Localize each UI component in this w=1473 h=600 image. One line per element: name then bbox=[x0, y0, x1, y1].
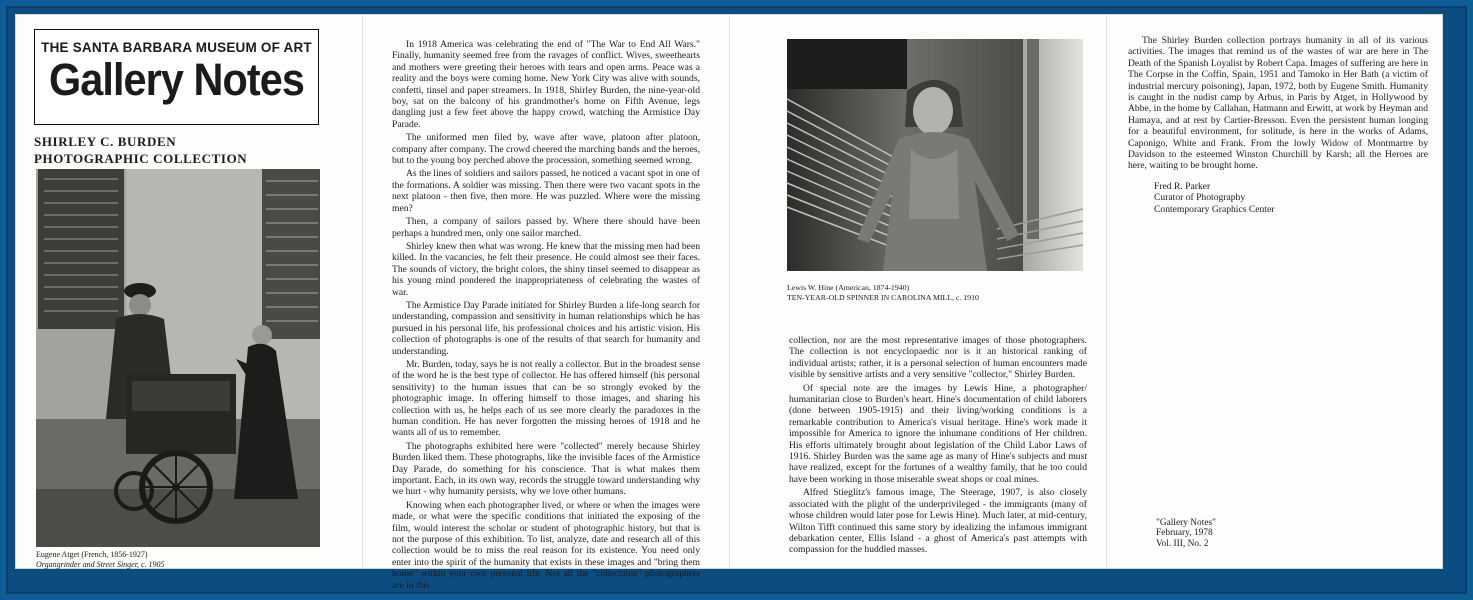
essay-paragraph: The Armistice Day Parade initiated for Shirley Burden a life-long search for understanding, compassion and sensitivity in human relationships which he has pursued in his personal life, his professional choices and his artistic vision. His collection of photographs is one of the results of that search for humanity and understanding. bbox=[392, 299, 700, 357]
atget-photograph bbox=[36, 169, 320, 547]
fold-line bbox=[362, 15, 363, 568]
collection-heading-line: SHIRLEY C. BURDEN bbox=[34, 134, 177, 149]
hine-caption bbox=[787, 283, 979, 302]
closing-text bbox=[1128, 35, 1428, 174]
cover-panel bbox=[16, 15, 362, 568]
caption-photographer: Eugene Atget (French, 1856-1927) bbox=[36, 550, 148, 559]
essay-paragraph: Alfred Stieglitz's famous image, The Steerage, 1907, is also closely associated with the plight of the underprivileged - the immigrants (many of whose children would later pose for Lewis Hine). Much later, at mid-century, Wilton Tifft continued this same story by idealizing the infamous immigrant debarkation center, Ellis Island - a ghost of America's past attempts with compassion for the huddled masses. bbox=[789, 487, 1087, 556]
museum-name: THE SANTA BARBARA MUSEUM OF ART bbox=[41, 40, 312, 55]
essay-paragraph: Knowing when each photographer lived, or where or when the images were made, or what were the specific conditions that initiated the exposing of the film, would interest the scholar or student of photographic history, but that is not the purpose of this exhibition. To list, analyze, date and research all of this collection would be to miss the real reason for its existence. You need only enter into the spirit of the humanity that exists in these images and "bring them home" within your own personal life. Not all the "collectable" photographers are in this bbox=[392, 499, 700, 591]
essay-panel bbox=[392, 39, 700, 591]
essay-continued bbox=[789, 335, 1087, 558]
publication-title: Gallery Notes bbox=[49, 54, 304, 105]
caption-photographer: Lewis W. Hine (American, 1874-1940) bbox=[787, 283, 910, 292]
essay-paragraph: collection, nor are the most representative images of those photographers. The collection is not encyclopaedic nor is it an historical ranking of individual artists; rather, it is a personal selection of human encounters made visible by sensitive artists and a very sensitive "collector," Shirley Burden. bbox=[789, 335, 1087, 381]
hine-photograph bbox=[787, 39, 1083, 271]
closing-panel bbox=[1106, 15, 1442, 568]
masthead-box bbox=[34, 29, 319, 125]
essay-paragraph: In 1918 America was celebrating the end of "The War to End All Wars." Finally, humanity seemed free from the ravages of conflict. Wives, sweethearts and mothers were greeting their heroes with tears and open arms. Peace was a reality and the boys were coming home. New York City was alive with sounds, confetti, tinsel and paper streamers. In 1918, Shirley Burden, the nine-year-old boy, sat on the balcony of his grandmother's home on Fifth Avenue, legs dangling just a few feet above the happy crowd, watching the Armistice Day Parade. bbox=[392, 39, 700, 130]
issue-info bbox=[1156, 518, 1356, 549]
signature-org: Contemporary Graphics Center bbox=[1154, 203, 1275, 215]
issue-volume: Vol. III, No. 2 bbox=[1156, 538, 1209, 549]
essay-paragraph: Of special note are the images by Lewis Hine, a photographer/ humanitarian close to Burden's heart. Hine's documentation of child laborers (done between 1905-1915) and their living/working conditions is a remarkable contribution to America's visual heritage. Hine's work made it impossible for America to ignore the inhumane conditions of Her children. His efforts ultimately brought about legislation of the Child Labor Laws of 1916. Shirley Burden was the same age as many of Hine's subjects and must have realized, except for the fortunes of a wealthy family, that he too could have been working in those miserable sweat shops or coal mines. bbox=[789, 382, 1087, 485]
essay-paragraph: Then, a company of sailors passed by. Where there should have been perhaps a hundred men, only one sailor marched. bbox=[392, 216, 700, 239]
collection-heading-line: PHOTOGRAPHIC COLLECTION bbox=[34, 151, 248, 166]
signature-role: Curator of Photography bbox=[1154, 192, 1246, 204]
essay-paragraph: Shirley knew then what was wrong. He knew that the missing men had been killed. In the vacancies, he felt their presence. He could almost see their faces. The sounds of victory, the bright colors, the shiny tinsel seemed to disappear as his young mind pondered the inappropriateness of celebrating the wastes of war. bbox=[392, 240, 700, 298]
closing-paragraph: The Shirley Burden collection portrays humanity in all of its various activities. The images that remind us of the wastes of war are here in The Death of the Spanish Loyalist by Robert Capa. Images of suffering are here in The Corpse in the Coffin, Spain, 1951 and Tamoko in Her Bath (a victim of industrial mercury poisoning), Japan, 1972, both by Eugene Smith. Humanity is caught in the nudist camp by Arbus, in Paris by Atget, in Hollywood by Abbe, in the home by Callahan, Hatmann and Erwitt, at work by Heyman and Hamaya, and at rest by Cartier-Bresson. Even the persistent human longing for a beautiful environment, for solitude, is here in the works of Adams, Caponigo, White and Frank. From the lowly Widow of Montmartre by Davidson to the esteemed Winston Churchill by Karsh; all the Heroes are here, waiting to be brought home. bbox=[1128, 35, 1428, 172]
issue-date: February, 1978 bbox=[1156, 528, 1213, 539]
signature-name: Fred R. Parker bbox=[1154, 181, 1211, 192]
essay-paragraph: The photographs exhibited here were "collected" merely because Shirley Burden liked them. These photographs, like the invisible faces of the Armistice Day Parade, do something for his conscience. That is what makes them important. Each, in its own way, records the struggle toward understanding why we hurt - why humanity persists, why we love other humans. bbox=[392, 440, 700, 498]
curator-signature bbox=[1154, 181, 1414, 215]
essay-paragraph: The uniformed men filed by, wave after wave, platoon after platoon, company after company. The crowd cheered the marching bands and the heroes, but to the young boy perched above the procession, something seemed wrong. bbox=[392, 132, 700, 167]
caption-title: TEN-YEAR-OLD SPINNER IN CAROLINA MILL, c. 1910 bbox=[787, 292, 979, 302]
brochure-sheet bbox=[16, 15, 1442, 591]
atget-caption bbox=[36, 550, 165, 569]
caption-title: Organgrinder and Street Singer, c. 1905 bbox=[36, 559, 165, 569]
issue-title: "Gallery Notes" bbox=[1156, 518, 1216, 528]
essay-paragraph: As the lines of soldiers and sailors passed, he noticed a vacant spot in one of the formations. A soldier was missing. Then there were two vacant spots in the next platoon - then five, then more. He was puzzled. Where were the missing men? bbox=[392, 168, 700, 214]
hine-panel bbox=[729, 15, 1106, 568]
collection-heading bbox=[34, 133, 247, 167]
essay-paragraph: Mr. Burden, today, says he is not really a collector. But in the broadest sense of the word he is the best type of collector. He has offered himself (his personal sensitivity) to the human issues that can be so strongly evoked by the photographic image. In offering himself to those images, and sharing his collection with us, he helps each of us see more clearly the paradoxes in the human condition. He has never forgotten the missing heroes of 1918 and he wants all of us to remember. bbox=[392, 358, 700, 439]
